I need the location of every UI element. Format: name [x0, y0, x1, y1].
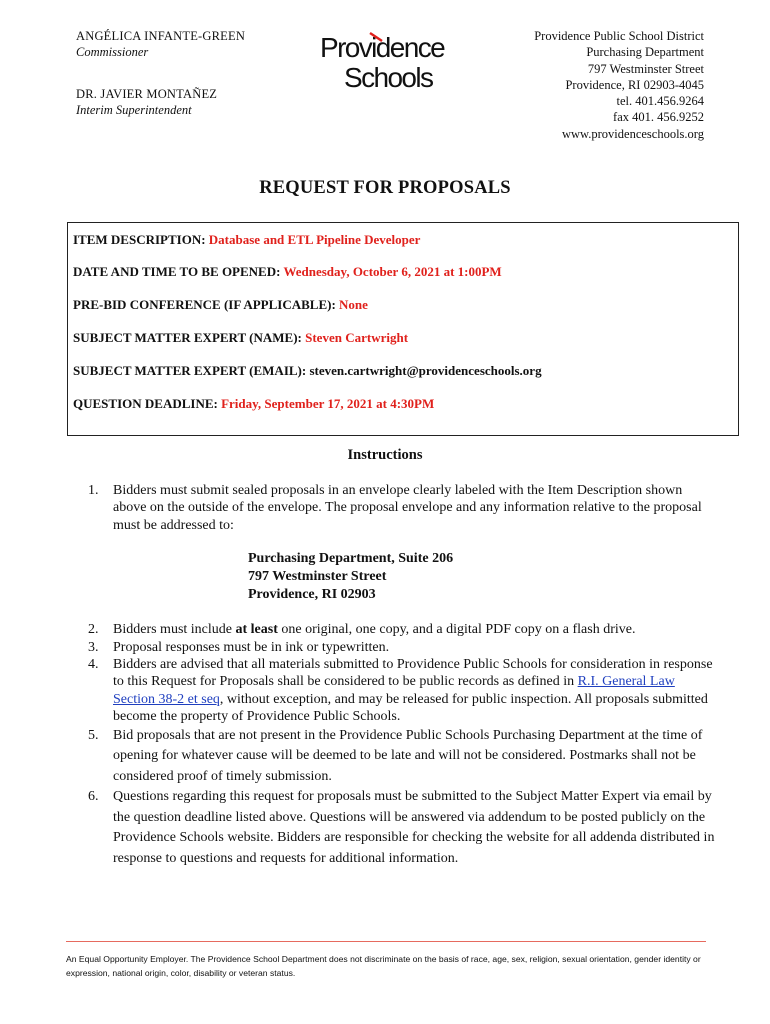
- fax: fax 401. 456.9252: [613, 110, 704, 125]
- logo-line1: Providence: [320, 32, 445, 63]
- detail-value: Database and ETL Pipeline Developer: [208, 232, 421, 247]
- item-text: , without exception, and may be released for public inspection. All proposals submitted become the property of Providence Public Schools.: [113, 691, 708, 725]
- detail-label: DATE AND TIME TO BE OPENED:: [73, 264, 281, 279]
- item-text: one original, one copy, and a digital PDF copy on a flash drive.: [277, 622, 636, 638]
- mailing-address: [88, 550, 718, 604]
- providence-schools-logo: [318, 29, 458, 93]
- address-line: 797 Westminster Street: [587, 61, 704, 76]
- item-number: 1.: [88, 483, 99, 498]
- list-item: [88, 656, 718, 726]
- detail-label: SUBJECT MATTER EXPERT (NAME):: [73, 330, 302, 345]
- detail-label: PRE-BID CONFERENCE (IF APPLICABLE):: [73, 297, 336, 312]
- item-number: 3.: [88, 639, 99, 655]
- superintendent-name: DR. JAVIER MONTAÑEZ: [76, 87, 218, 101]
- page-title: REQUEST FOR PROPOSALS: [259, 178, 511, 198]
- superintendent-title: Interim Superintendent: [76, 103, 192, 117]
- mailing-address-line: Providence, RI 02903: [248, 587, 376, 603]
- detail-sme-email: [73, 363, 542, 379]
- list-item: [88, 726, 718, 788]
- detail-label: ITEM DESCRIPTION:: [73, 232, 206, 247]
- detail-prebid: [73, 297, 368, 313]
- mailing-address-line: Purchasing Department, Suite 206: [248, 551, 454, 567]
- detail-value: Steven Cartwright: [305, 330, 409, 345]
- item-text: Questions regarding this request for proposals must be submitted to the Subject Matter Expert via email by the question deadline listed above. Questions will be answered via addendum to be posted publicly on the Providence Schools website. Bidders are responsible for checking the website for all addenda distributed in response to questions and requests for additional information.: [113, 789, 715, 866]
- item-text: Bidders must submit sealed proposals in an envelope clearly labeled with the Item Description shown above on the outside of the envelope. The proposal envelope and any information relative to the proposal must be addressed to:: [113, 483, 702, 533]
- mailing-address-line: 797 Westminster Street: [248, 569, 387, 585]
- item-text: Bidders must include: [113, 622, 236, 638]
- item-text: Proposal responses must be in ink or typewritten.: [113, 639, 390, 655]
- item-text: Bidders are advised that all materials submitted to Providence Public Schools for consideration in response to this Request for Proposals shall be considered to be public records as defined in: [113, 657, 713, 690]
- item-number: 5.: [88, 727, 99, 743]
- instructions-list: [88, 482, 718, 869]
- detail-open-date: [73, 264, 502, 280]
- detail-value: Wednesday, October 6, 2021 at 1:00PM: [283, 264, 502, 279]
- item-number: 2.: [88, 622, 99, 638]
- item-number: 6.: [88, 789, 99, 805]
- phone: tel. 401.456.9264: [616, 94, 704, 109]
- detail-value[interactable]: steven.cartwright@providenceschools.org: [309, 363, 542, 378]
- district-address: [534, 28, 704, 142]
- detail-value: None: [339, 297, 368, 312]
- website[interactable]: www.providenceschools.org: [562, 126, 704, 141]
- commissioner-title: Commissioner: [76, 45, 149, 59]
- address-line: Providence, RI 02903-4045: [565, 77, 704, 92]
- detail-label: SUBJECT MATTER EXPERT (EMAIL):: [73, 363, 307, 378]
- footer-disclaimer: An Equal Opportunity Employer. The Providence School Department does not discriminate on the basis of race, age, sex, religion, sexual orientation, gender identity or expression, national origin, color, disability or veteran status.: [66, 954, 701, 978]
- footer-rule: [66, 941, 706, 942]
- instructions-heading: Instructions: [347, 447, 423, 463]
- item-text: Bid proposals that are not present in the Providence Public Schools Purchasing Department at the time of opening for whatever cause will be deemed to be late and will not be considered. Postmarks shall not be considered proof of timely submission.: [113, 727, 703, 784]
- detail-value: Friday, September 17, 2021 at 4:30PM: [221, 396, 435, 411]
- list-item: [88, 787, 718, 869]
- list-item: [88, 621, 718, 638]
- detail-item-description: [73, 232, 420, 248]
- item-emphasis: at least: [235, 622, 278, 638]
- detail-question-deadline: [73, 396, 434, 412]
- list-item: [88, 482, 718, 534]
- address-line: Providence Public School District: [534, 29, 704, 43]
- detail-sme-name: [73, 330, 408, 346]
- address-line: Purchasing Department: [586, 45, 704, 60]
- commissioner-name: ANGÉLICA INFANTE-GREEN: [76, 29, 246, 43]
- logo-line2: Schools: [344, 62, 433, 93]
- item-number: 4.: [88, 657, 99, 673]
- detail-label: QUESTION DEADLINE:: [73, 396, 218, 411]
- ri-general-law-link[interactable]: R.I. General Law Section 38-2 et seq: [113, 674, 675, 707]
- list-item: [88, 639, 718, 656]
- header-officials: [76, 28, 245, 118]
- rfp-details-box: [67, 222, 739, 436]
